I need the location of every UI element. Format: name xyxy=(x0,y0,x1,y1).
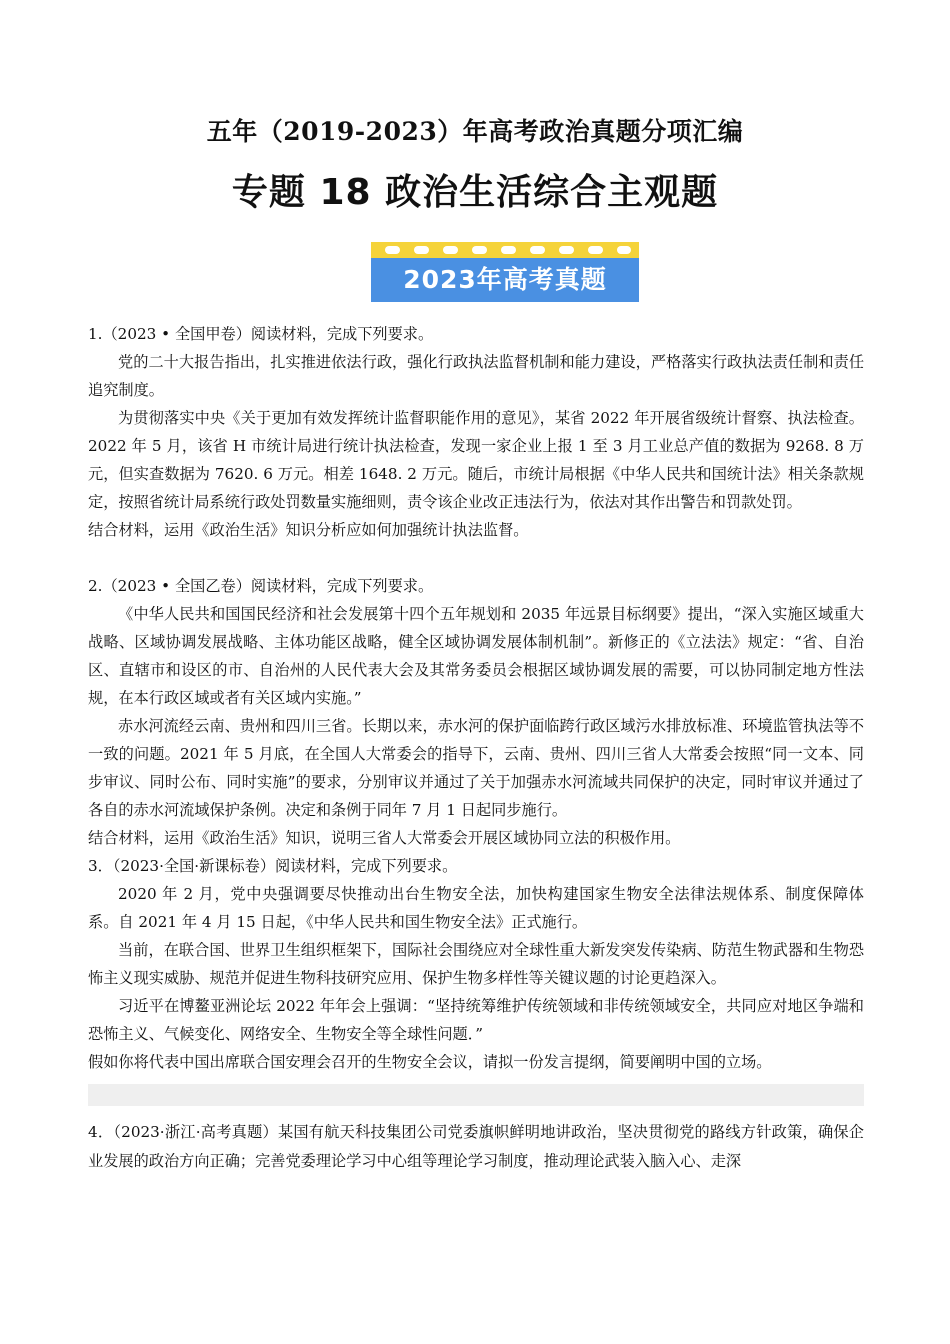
material-paragraph: 2020 年 2 月，党中央强调要尽快推动出台生物安全法，加快构建国家生物安全法律法规体系、制度保障体系。自 2021 年 4 月 15 日起，《中华人民共和国生物安全法》正式施行。 xyxy=(88,885,864,931)
banner-dot xyxy=(414,246,429,254)
question-head: 3．（2023·全国·新课标卷）阅读材料，完成下列要求。 xyxy=(88,857,458,875)
question-head: 4．（2023·浙江·高考真题）某国有航天科技集团公司党委旗帜鲜明地讲政治，坚决贯彻党的路线方针政策，确保企业发展的政治方向正确；完善党委理论学习中心组等理论学习制度，推动理论武装入脑入心、走深 xyxy=(88,1123,864,1170)
question-head: 1.（2023 • 全国甲卷）阅读材料，完成下列要求。 xyxy=(88,325,434,343)
answer-space-bar xyxy=(88,1084,864,1106)
material-paragraph: 当前，在联合国、世界卫生组织框架下，国际社会围绕应对全球性重大新发突发传染病、防范生物武器和生物恐怖主义现实威胁、规范并促进生物科技研究应用、保护生物多样性等关键议题的讨论更趋深入。 xyxy=(88,941,864,987)
spacer xyxy=(88,544,864,572)
material-paragraph: 《中华人民共和国国民经济和社会发展第十四个五年规划和 2035 年远景目标纲要》提出，“深入实施区域重大战略、区域协调发展战略、主体功能区战略，健全区域协调发展体制机制”。新修正的《立法法》规定：“省、自治区、直辖市和设区的市、自治州的人民代表大会及其常务委员会根据区域协调发展的需要，可以协同制定地方性法规，在本行政区域或者有关区域内实施。” xyxy=(88,605,864,707)
section-banner xyxy=(371,242,639,302)
question-task: 结合材料，运用《政治生活》知识分析应如何加强统计执法监督。 xyxy=(88,521,529,539)
banner-dot xyxy=(443,246,458,254)
question-1 xyxy=(88,320,864,544)
question-3 xyxy=(88,852,864,1076)
banner-dot xyxy=(472,246,487,254)
banner-dot xyxy=(559,246,574,254)
banner-dot xyxy=(501,246,516,254)
material-paragraph: 习近平在博鳌亚洲论坛 2022 年年会上强调：“坚持统筹维护传统领域和非传统领域安全，共同应对地区争端和恐怖主义、气候变化、网络安全、生物安全等全球性问题．” xyxy=(88,997,864,1043)
material-paragraph: 党的二十大报告指出，扎实推进依法行政，强化行政执法监督机制和能力建设，严格落实行政执法责任制和责任追究制度。 xyxy=(88,353,864,399)
banner-label: 2023年高考真题 xyxy=(403,265,607,294)
banner-dot xyxy=(530,246,545,254)
question-4 xyxy=(88,1118,864,1176)
question-task: 假如你将代表中国出席联合国安理会召开的生物安全会议，请拟一份发言提纲，简要阐明中国的立场。 xyxy=(88,1053,772,1071)
material-paragraph: 赤水河流经云南、贵州和四川三省。长期以来，赤水河的保护面临跨行政区域污水排放标准、环境监管执法等不一致的问题。2021 年 5 月底，在全国人大常委会的指导下，云南、贵州、四川三省人大常委会按照“同一文本、同步审议、同时公布、同时实施”的要求，分别审议并通过了关于加强赤水河流域共同保护的决定，同时审议并通过了各自的赤水河流域保护条例。决定和条例于同年 7 月 1 日起同步施行。 xyxy=(88,717,864,819)
material-paragraph: 为贯彻落实中央《关于更加有效发挥统计监督职能作用的意见》，某省 2022 年开展省级统计督察、执法检查。2022 年 5 月，该省 H 市统计局进行统计执法检查，发现一家企业上报 1 至 3 月工业总产值的数据为 9268. 8 万元，但实查数据为 7620. 6 万元。相差 1648. 2 万元。随后，市统计局根据《中华人民共和国统计法》相关条款规定，按照省统计局系统行政处罚数量实施细则，责令该企业改正违法行为，依法对其作出警告和罚款处罚。 xyxy=(88,409,864,511)
banner-dot xyxy=(617,246,631,254)
question-task: 结合材料，运用《政治生活》知识，说明三省人大常委会开展区域协同立法的积极作用。 xyxy=(88,829,681,847)
document-title: 五年（2019-2023）年高考政治真题分项汇编 xyxy=(206,117,744,146)
banner-dot xyxy=(588,246,603,254)
document-subtitle: 专题 18 政治生活综合主观题 xyxy=(231,172,719,213)
question-2 xyxy=(88,572,864,852)
banner-dot-strip xyxy=(371,242,639,258)
question-head: 2.（2023 • 全国乙卷）阅读材料，完成下列要求。 xyxy=(88,577,434,595)
banner-dot xyxy=(385,246,400,254)
question-list xyxy=(88,320,864,1176)
